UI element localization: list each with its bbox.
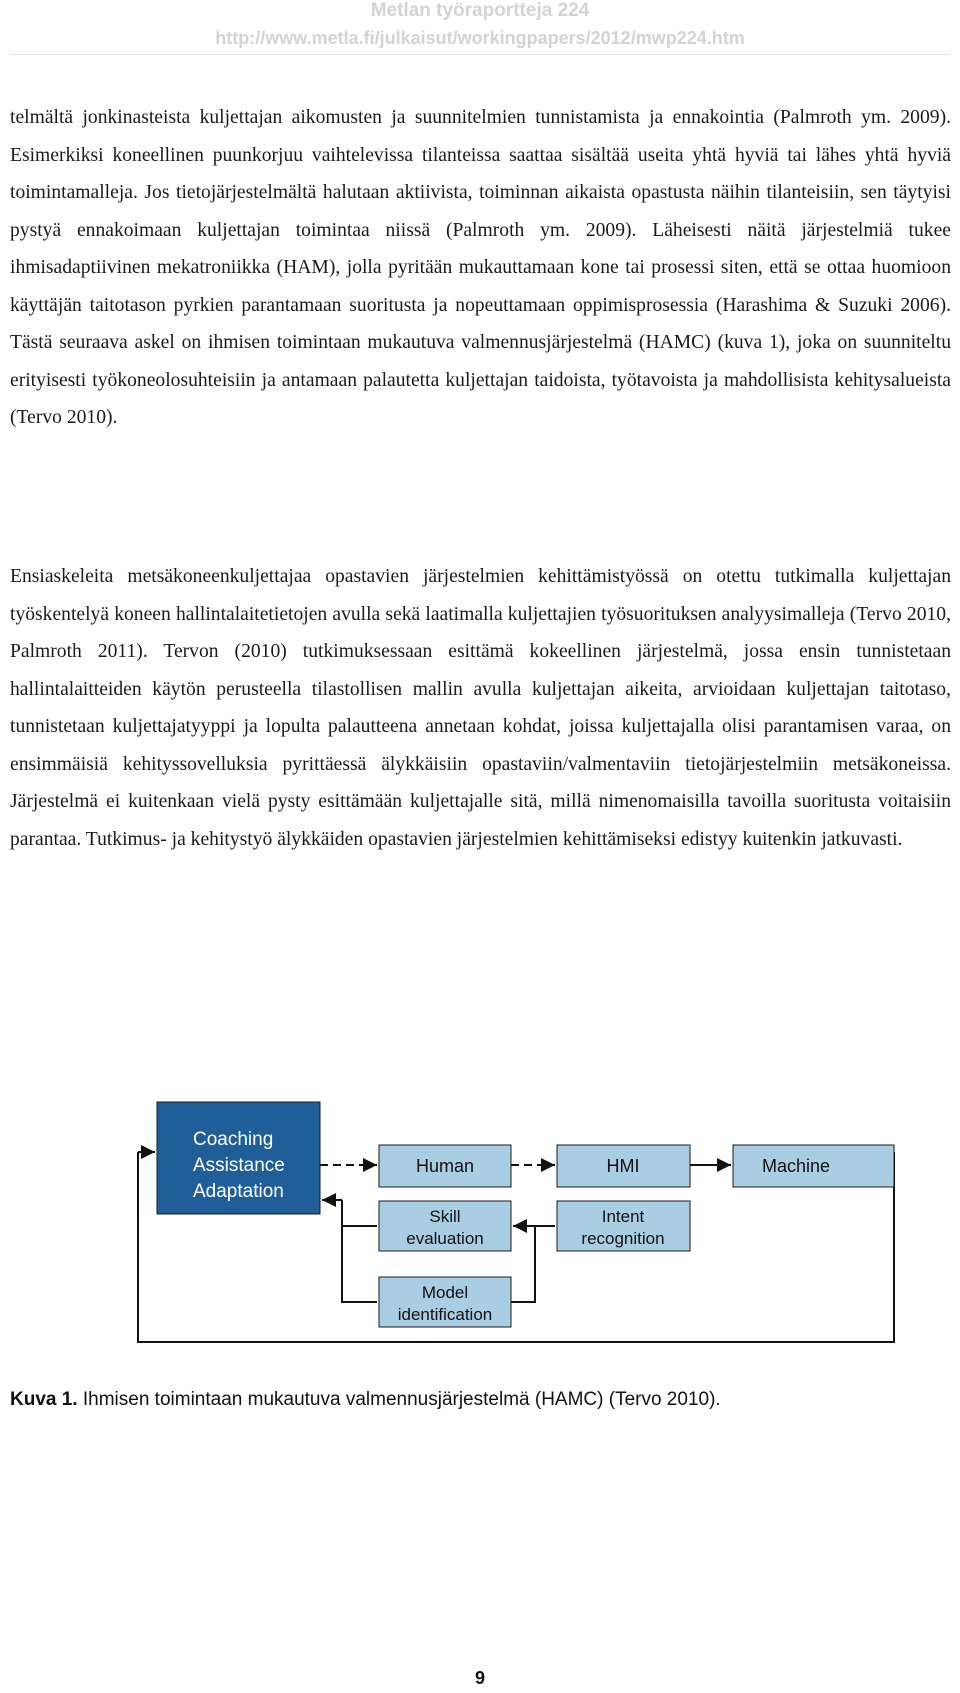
intent-label: Intent xyxy=(601,1207,645,1226)
header-divider xyxy=(10,54,950,55)
body-paragraph-2: Ensiaskeleita metsäkoneenkuljettajaa opastavien järjestelmien kehittämistyössä on otettu tutkimalla kuljettajan työskentelyä koneen hallintalaitetietojen avulla sekä laatimalla kuljettajien työsuorituksen analyysimalleja (Tervo 2010, Palmroth 2011). Tervon (2010) tutkimuksessaan esittämä kokeellinen järjestelmä, jossa ensin tunnistetaan hallintalaitteiden käytön perusteella tilastollisen mallin avulla kuljettajan aikeita, arvioidaan kuljettajan taitotaso, tunnistetaan kuljettajatyyppi ja lopulta palautteena annetaan kohdat, joissa kuljettajalla olisi parantamisen varaa, on ensimmäisiä kehityssovelluksia pyrittäessä älykkäisiin opastaviin/valmentaviin tietojärjestelmiin metsäkoneissa. Järjestelmä ei kuitenkaan vielä pysty esittämään kuljettajalle sitä, millä nimenomaisilla tavoilla suoritusta voitaisiin parantaa. Tutkimus- ja kehitystyö älykkäiden opastavien järjestelmien kehittämiseksi edistyy kuitenkin jatkuvasti. xyxy=(10,566,951,850)
coaching-label: Coaching xyxy=(193,1129,274,1150)
hmi-label: HMI xyxy=(606,1156,640,1176)
figure-caption xyxy=(10,1389,721,1411)
model-feedback-connector xyxy=(342,1226,377,1302)
header-title: Metlan työraportteja 224 xyxy=(370,0,590,21)
recognition-label: recognition xyxy=(581,1229,665,1248)
header-url[interactable]: http://www.metla.fi/julkaisut/workingpapers/2012/mwp224.htm xyxy=(215,28,745,48)
model-label: Model xyxy=(421,1283,469,1302)
identification-label: identification xyxy=(397,1305,493,1324)
machine-label: Machine xyxy=(761,1156,831,1176)
body-paragraph-1: telmältä jonkinasteista kuljettajan aikomusten ja suunnitelmien tunnistamista ja ennakointia (Palmroth ym. 2009). Esimerkiksi koneellinen puunkorjuu vaihtelevissa tilanteissa saattaa sisältää useita yhtä hyviä tai lähes yhtä hyviä toimintamalleja. Jos tietojärjestelmältä halutaan aktiivista, toiminnan aikaista opastusta näihin tilanteisiin, sen täytyisi pystyä ennakoimaan kuljettajan toimintaa niissä (Palmroth ym. 2009). Läheisesti näitä järjestelmiä tukee ihmisadaptiivinen mekatroniikka (HAM), jolla pyritään mukauttamaan kone tai prosessi siten, että se ottaa huomioon käyttäjän taitotason pyrkien parantamaan suoritusta ja nopeuttamaan oppimisprosessia (Harashima & Suzuki 2006). Tästä seuraava askel on ihmisen toimintaan mukautuva valmennusjärjestelmä (HAMC) (kuva 1), joka on suunniteltu erityisesti työkoneolosuhteisiin ja antamaan palautetta kuljettajan taidoista, työtavoista ja mahdollisista kehitysalueista (Tervo 2010). xyxy=(10,107,951,428)
caption-label: Kuva 1. xyxy=(10,1389,78,1410)
skill-label: Skill xyxy=(429,1207,461,1226)
adaptation-label: Adaptation xyxy=(193,1181,284,1202)
page-number: 9 xyxy=(474,1668,485,1688)
evaluation-label: evaluation xyxy=(406,1229,484,1248)
skill-to-coaching-connector xyxy=(342,1200,377,1226)
human-label: Human xyxy=(415,1156,475,1176)
model-to-intent-connector xyxy=(511,1226,535,1302)
caption-text: Ihmisen toimintaan mukautuva valmennusjärjestelmä (HAMC) (Tervo 2010). xyxy=(77,1389,721,1410)
hamc-diagram xyxy=(0,1095,960,1355)
assistance-label: Assistance xyxy=(193,1155,285,1176)
